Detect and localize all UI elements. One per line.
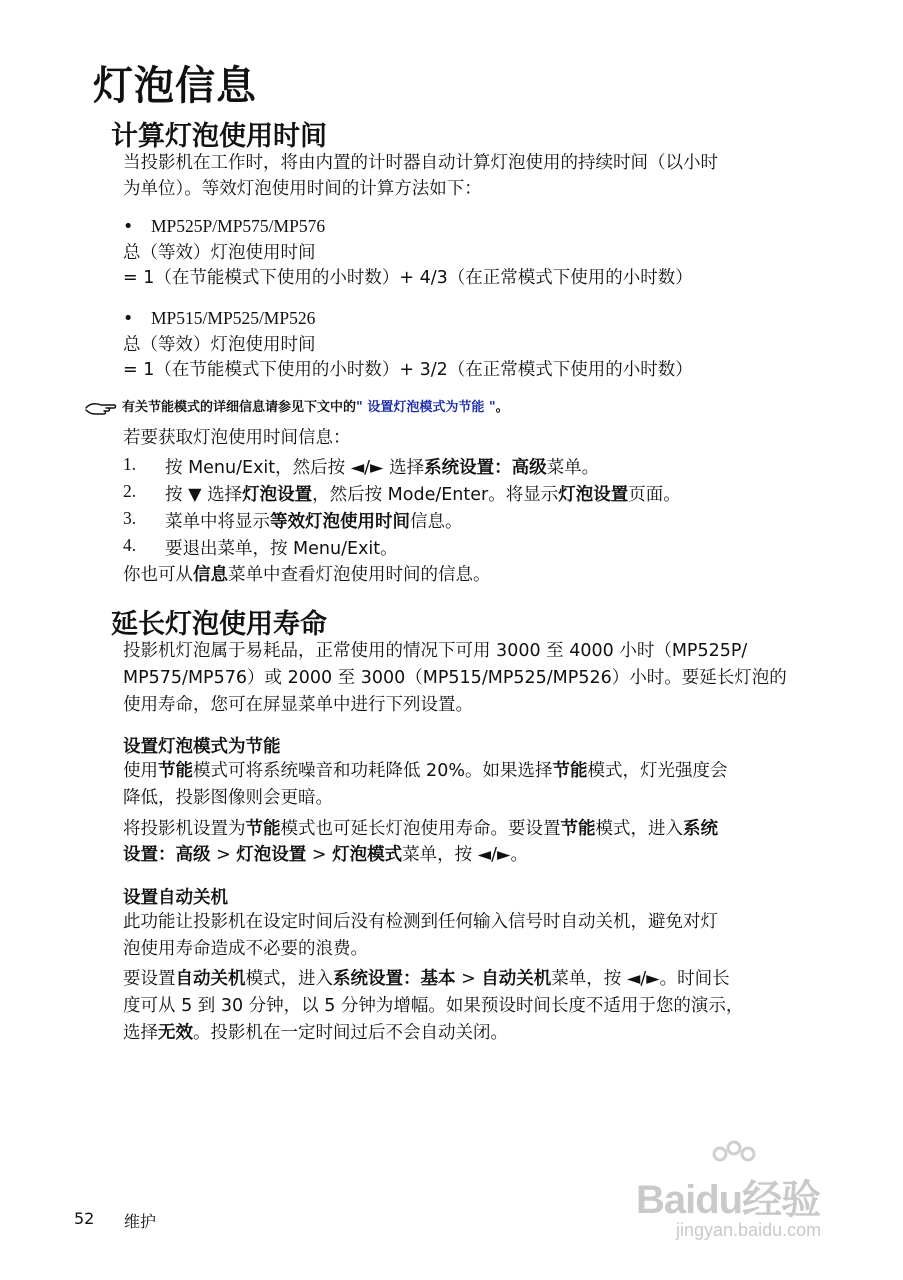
step-bold: 灯泡设置: [242, 485, 313, 505]
bullet: •: [123, 217, 134, 237]
step-number: 4.: [123, 535, 137, 555]
step-text: 菜单。: [546, 458, 600, 478]
step-text: 页面。: [628, 485, 681, 505]
list-item: [0, 481, 780, 507]
page-title: 灯泡信息: [93, 63, 257, 109]
closing-bold: 信息: [193, 565, 228, 585]
model-a-label: MP525P/MP575/MP576: [151, 216, 326, 236]
steps-list: [0, 454, 800, 564]
steps-intro: 若要获取灯泡使用时间信息：: [123, 428, 351, 448]
page-number: 52: [74, 1209, 95, 1228]
auto-off-line-2: 泡使用寿命造成不必要的浪费。: [123, 939, 368, 959]
eco-line-1: 使用节能模式可将系统噪音和功耗降低 20%。如果选择节能模式，灯光强度会: [123, 761, 728, 781]
closing-text: 你也可从: [123, 565, 193, 585]
section-heading-lamp-hours: 计算灯泡使用时间: [111, 121, 327, 152]
auto-off-line-5: 选择无效。投影机在一定时间过后不会自动关闭。: [123, 1023, 508, 1043]
list-item: [0, 508, 780, 534]
formula-a-line-1: 总（等效）灯泡使用时间: [123, 243, 316, 263]
step-number: 3.: [123, 508, 137, 528]
step-bold: 灯泡设置: [558, 485, 629, 505]
intro-line-1: 当投影机在工作时，将由内置的计时器自动计算灯泡使用的持续时间（以小时: [123, 153, 718, 173]
para-line-2: MP575/MP576）或 2000 至 3000（MP515/MP525/MP526）小时。要延长灯泡的: [123, 668, 787, 688]
eco-line-2: 降低，投影图像则会更暗。: [123, 788, 333, 808]
list-item: [0, 535, 780, 561]
pointing-hand-icon: [84, 399, 118, 417]
eco-line-3: 将投影机设置为节能模式也可延长灯泡使用寿命。要设置节能模式，进入系统: [123, 819, 718, 839]
auto-off-line-3: 要设置自动关机模式，进入系统设置：基本 > 自动关机菜单，按 ◄/►。时间长: [123, 969, 730, 989]
model-group-a: [123, 213, 325, 240]
step-text: 菜单中将显示: [165, 512, 270, 532]
closing-text: 菜单中查看灯泡使用时间的信息。: [228, 565, 491, 585]
formula-a-line-2: = 1（在节能模式下使用的小时数）+ 4/3（在正常模式下使用的小时数）: [123, 268, 693, 288]
step-bold: 等效灯泡使用时间: [270, 512, 410, 532]
step-text: 按 ▼ 选择: [165, 485, 243, 505]
eco-line-4: 设置：高级 > 灯泡设置 > 灯泡模式菜单，按 ◄/►。: [123, 845, 528, 865]
formula-b-line-1: 总（等效）灯泡使用时间: [123, 335, 316, 355]
note-end: 。: [495, 400, 509, 415]
bullet: •: [123, 309, 134, 329]
model-group-b: [123, 305, 315, 332]
intro-line-2: 为单位）。等效灯泡使用时间的计算方法如下：: [123, 179, 482, 199]
closing-line: [123, 562, 491, 588]
section-heading-extend-life: 延长灯泡使用寿命: [111, 609, 327, 640]
step-bold: 系统设置：高级: [424, 458, 547, 478]
baidu-watermark: [636, 1140, 856, 1245]
step-number: 1.: [123, 454, 137, 474]
auto-off-line-4: 度可从 5 到 30 分钟，以 5 分钟为增幅。如果预设时间长度不适用于您的演示，: [123, 996, 744, 1016]
note-link[interactable]: " 设置灯泡模式为节能 ": [356, 400, 496, 415]
note-text: 有关节能模式的详细信息请参见下文中的: [122, 400, 357, 415]
step-number: 2.: [123, 481, 137, 501]
para-line-3: 使用寿命，您可在屏显菜单中进行下列设置。: [123, 695, 473, 715]
note: [84, 396, 509, 417]
step-text: 要退出菜单，按 Menu/Exit。: [165, 539, 398, 559]
para-line-1: 投影机灯泡属于易耗品，正常使用的情况下可用 3000 至 4000 小时（MP525P/: [123, 641, 748, 661]
step-text: ，然后按 Mode/Enter。将显示: [312, 485, 559, 505]
footer-section: 维护: [124, 1212, 157, 1231]
watermark-logo: Baidu经验: [636, 1178, 821, 1222]
auto-off-line-1: 此功能让投影机在设定时间后没有检测到任何输入信号时自动关机，避免对灯: [123, 912, 718, 932]
watermark-url: jingyan.baidu.com: [676, 1220, 822, 1240]
subheading-eco-mode: 设置灯泡模式为节能: [123, 737, 281, 757]
model-b-label: MP515/MP525/MP526: [151, 308, 316, 328]
formula-b-line-2: = 1（在节能模式下使用的小时数）+ 3/2（在正常模式下使用的小时数）: [123, 360, 693, 380]
list-item: [0, 454, 780, 480]
step-text: 信息。: [410, 512, 463, 532]
subheading-auto-off: 设置自动关机: [123, 888, 228, 908]
step-text: 按 Menu/Exit，然后按 ◄/► 选择: [165, 458, 425, 478]
